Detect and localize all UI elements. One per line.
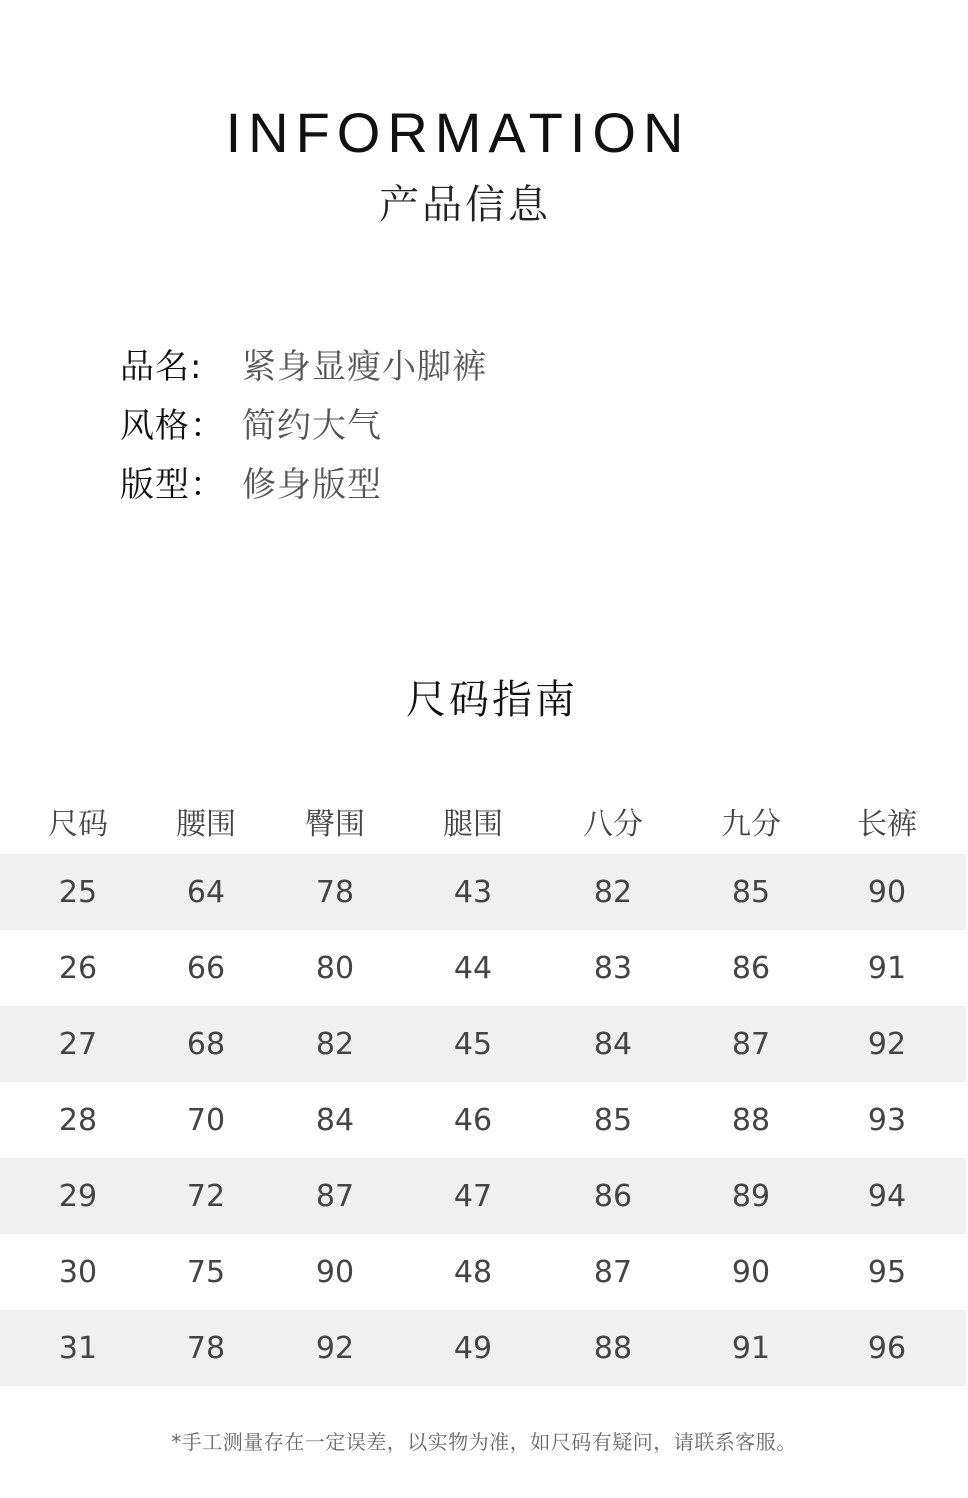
column-header: 八分 — [583, 807, 643, 842]
table-row — [0, 1310, 966, 1386]
table-cell: 48 — [453, 1254, 493, 1290]
table-cell: 30 — [58, 1254, 98, 1290]
column-header: 臀围 — [305, 807, 365, 842]
table-cell: 44 — [453, 950, 493, 986]
table-cell: 83 — [593, 950, 633, 986]
product-info-subtitle: 产品信息 — [379, 182, 551, 228]
attribute-row-fit — [120, 452, 487, 511]
table-row — [0, 930, 966, 1006]
table-cell: 26 — [58, 950, 98, 986]
table-body — [0, 854, 968, 1386]
table-cell: 87 — [593, 1254, 633, 1290]
attribute-row-name — [120, 334, 487, 393]
table-cell: 90 — [867, 874, 907, 910]
table-cell: 86 — [731, 950, 771, 986]
column-header: 腿围 — [443, 807, 503, 842]
table-cell: 91 — [867, 950, 907, 986]
table-cell: 85 — [593, 1102, 633, 1138]
table-cell: 78 — [315, 874, 355, 910]
table-cell: 92 — [867, 1026, 907, 1062]
column-header: 尺码 — [48, 807, 108, 842]
table-cell: 72 — [186, 1178, 226, 1214]
table-cell: 66 — [186, 950, 226, 986]
table-cell: 68 — [186, 1026, 226, 1062]
attribute-label: 品名: — [120, 347, 203, 387]
table-cell: 27 — [58, 1026, 98, 1062]
table-cell: 88 — [593, 1330, 633, 1366]
column-header: 长裤 — [857, 807, 917, 842]
table-cell: 96 — [867, 1330, 907, 1366]
table-cell: 92 — [315, 1330, 355, 1366]
table-cell: 78 — [186, 1330, 226, 1366]
table-row — [0, 1006, 966, 1082]
table-cell: 87 — [731, 1026, 771, 1062]
table-header-row — [0, 788, 966, 854]
table-cell: 94 — [867, 1178, 907, 1214]
table-cell: 46 — [453, 1102, 493, 1138]
table-row — [0, 1158, 966, 1234]
attribute-label: 风格： — [120, 406, 225, 446]
table-cell: 93 — [867, 1102, 907, 1138]
measurement-footnote: *手工测量存在一定误差，以实物为准，如尺码有疑问，请联系客服。 — [171, 1430, 797, 1454]
table-cell: 91 — [731, 1330, 771, 1366]
attribute-value: 紧身显瘦小脚裤 — [242, 347, 487, 387]
table-cell: 90 — [315, 1254, 355, 1290]
table-cell: 87 — [315, 1178, 355, 1214]
size-guide-title: 尺码指南 — [406, 677, 578, 723]
attribute-value: 修身版型 — [242, 465, 382, 505]
table-cell: 84 — [593, 1026, 633, 1062]
attribute-value: 简约大气 — [242, 406, 382, 446]
table-cell: 90 — [731, 1254, 771, 1290]
table-row — [0, 1234, 966, 1310]
table-cell: 84 — [315, 1102, 355, 1138]
table-cell: 47 — [453, 1178, 493, 1214]
column-header: 九分 — [721, 807, 781, 842]
table-cell: 85 — [731, 874, 771, 910]
table-cell: 43 — [453, 874, 493, 910]
table-cell: 45 — [453, 1026, 493, 1062]
attribute-label: 版型： — [120, 465, 225, 505]
table-cell: 31 — [58, 1330, 98, 1366]
table-cell: 86 — [593, 1178, 633, 1214]
table-cell: 95 — [867, 1254, 907, 1290]
size-table — [0, 788, 968, 1386]
table-cell: 82 — [593, 874, 633, 910]
table-cell: 49 — [453, 1330, 493, 1366]
product-attribute-list — [120, 334, 487, 511]
column-header: 腰围 — [176, 807, 236, 842]
table-cell: 25 — [58, 874, 98, 910]
attribute-row-style — [120, 393, 487, 452]
table-cell: 75 — [186, 1254, 226, 1290]
table-cell: 28 — [58, 1102, 98, 1138]
table-cell: 29 — [58, 1178, 98, 1214]
table-cell: 82 — [315, 1026, 355, 1062]
information-title: INFORMATION — [225, 101, 691, 164]
table-row — [0, 854, 966, 930]
table-cell: 88 — [731, 1102, 771, 1138]
table-row — [0, 1082, 966, 1158]
table-cell: 89 — [731, 1178, 771, 1214]
table-cell: 64 — [186, 874, 226, 910]
table-cell: 70 — [186, 1102, 226, 1138]
table-cell: 80 — [315, 950, 355, 986]
